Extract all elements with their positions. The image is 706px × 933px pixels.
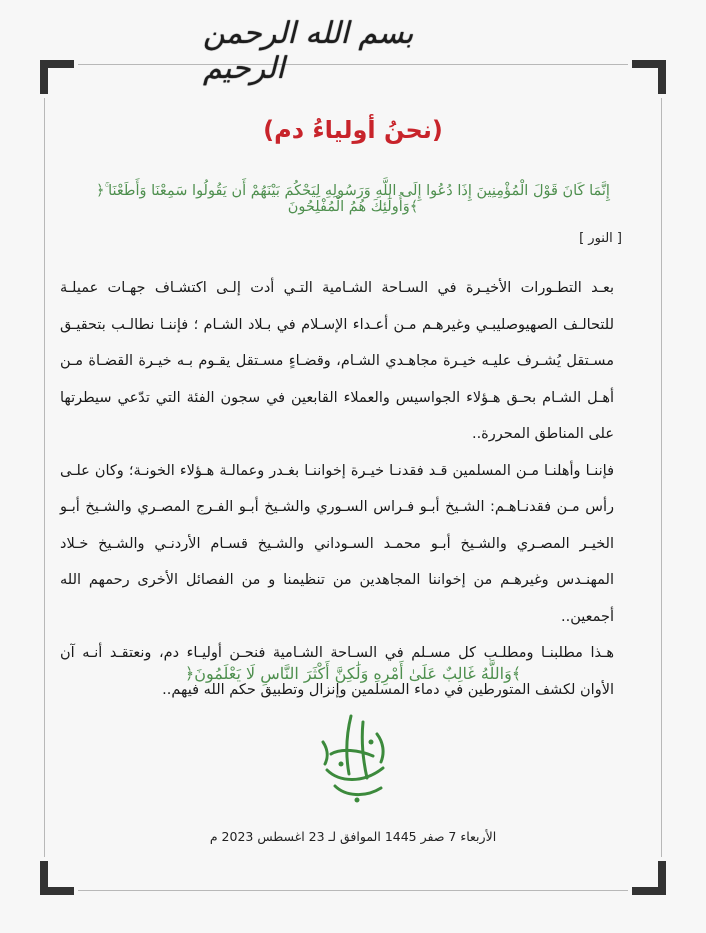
frame-line-left	[44, 98, 45, 857]
basmala-text: بسم الله الرحمن الرحيم	[203, 16, 414, 86]
paragraph-2: فإننـا وأهلنـا مـن المسلمين قـد فقدنـا خيـرة إخواننـا بغـدر وعمالـة هـؤلاء الخونـة؛ وكان علـى رأس مـن فقدنـاهـم: الشـيخ أبـو فـراس السـوري والشـيخ أبـو الفـرج المصـري والشـيخ أبـو الخيـر المصـري والشـيخ أبـو محمـد السـوداني والشـيخ قسـام الأردنـي والشـيخ خـلاد المهنـدس وغيرهـم من إخواننا المجاهدين من تنظيمنا و من الفصائل الأخرى رحمهم الله أجمعين..	[60, 462, 614, 625]
corner-ornament-bottom-right	[632, 861, 666, 895]
publication-date: الأربعاء 7 صفر 1445 الموافق لـ 23 اغسطس 2023 م	[209, 829, 497, 844]
corner-ornament-top-left	[40, 60, 74, 94]
verse-source: [ النور ]	[579, 231, 622, 246]
corner-ornament-top-right	[632, 60, 666, 94]
quran-verse-bottom: ﴿وَاللَّهُ غَالِبٌ عَلَىٰ أَمْرِهِ وَلَٰكِنَّ أَكْثَرَ النَّاسِ لَا يَعْلَمُونَ﴾	[184, 664, 522, 683]
paragraph-1: بعـد التطـورات الأخيـرة في السـاحة الشـامية التـي أدت إلـى اكتشـاف جهـات عميلـة للتحالـف الصهيوصليبـي وغيرهـم مـن أعـداء الإسـلام في بـلاد الشـام ؛ فإننـا نطالـب بتحقيـق مسـتقل يُشـرف عليـه خيـرة مجاهـدي الشـام، وقضـاءٍ مسـتقل يقـوم بـه خيـرة القضـاة مـن أهـل الشـام بحـق هـؤلاء الجواسيس والعملاء القابعين في سجون الفئة التي تدّعي سيطرتها على المناطق المحررة..	[60, 280, 614, 442]
organization-logo	[311, 712, 397, 808]
frame-line-bottom	[78, 890, 628, 891]
basmala-calligraphy	[203, 12, 503, 90]
signature-calligraphy-icon	[311, 712, 397, 808]
frame-line-right	[661, 98, 662, 857]
statement-body	[60, 270, 644, 708]
quran-verse-top: ﴿إِنَّمَا كَانَ قَوْلَ الْمُؤْمِنِينَ إِذَا دُعُوا إِلَى اللَّهِ وَرَسُولِهِ لِيَحْكُمَ بَيْنَهُمْ أَن يَقُولُوا سَمِعْنَا وَأَطَعْنَا ۚ وَأُولَٰئِكَ هُمُ الْمُفْلِحُونَ﴾	[96, 183, 610, 215]
paragraph-3: هـذا مطلبنـا ومطلـب كل مسـلم في السـاحة الشـامية فنحـن أوليـاء دم، ونعتقـد أنـه آن الأوان لكشف المتورطين في دماء المسلمين وإنزال وتطبيق حكم الله فيهم..	[60, 645, 614, 698]
page-title: (نحنُ أولياءُ دم)	[263, 116, 443, 144]
corner-ornament-bottom-left	[40, 861, 74, 895]
